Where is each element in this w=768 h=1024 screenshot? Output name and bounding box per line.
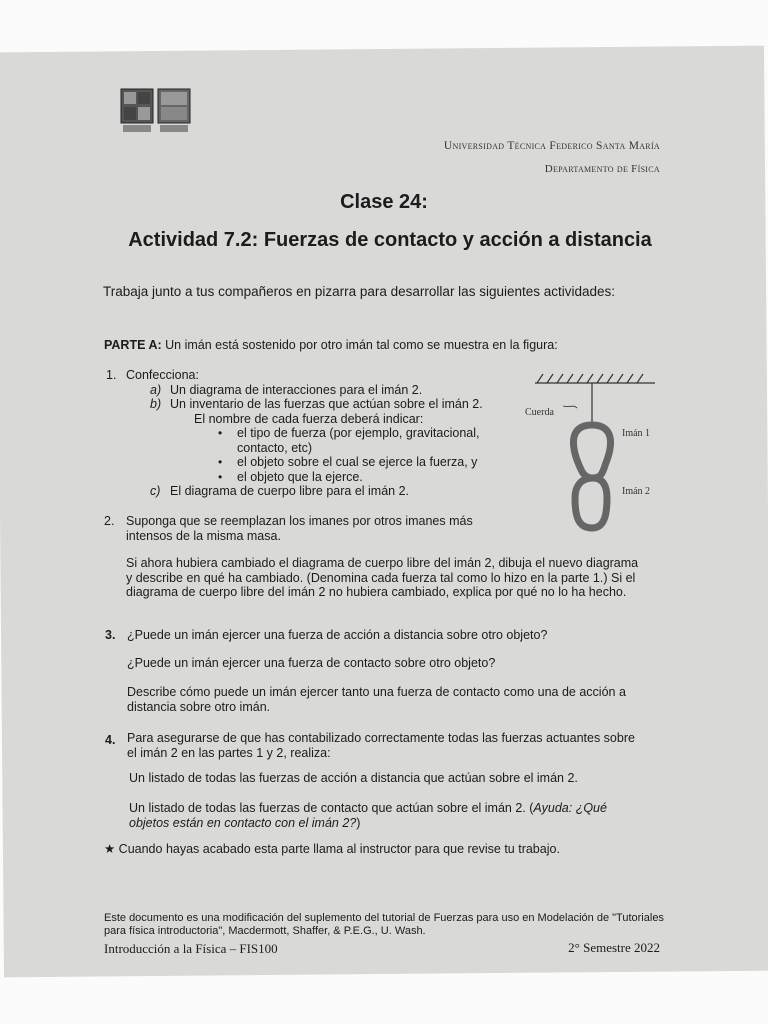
list-item: • el objeto sobre el cual se ejerce la fuerza, y	[237, 455, 507, 470]
department-name: Departamento de Física	[544, 163, 660, 175]
ceiling-hatch	[535, 374, 655, 383]
list-item: • el objeto que la ejerce.	[237, 470, 507, 485]
iman-1-label: Imán 1	[622, 428, 651, 439]
footer-semester: 2° Semestre 2022	[568, 940, 660, 955]
q3-p1: ¿Puede un imán ejercer una fuerza de acción a distancia sobre otro objeto?	[127, 628, 548, 642]
cuerda-label: Cuerda	[525, 407, 554, 418]
q1-item-b: b) Un inventario de las fuerzas que actúan sobre el imán 2.	[150, 397, 483, 411]
instructor-note: ★ Cuando hayas acabado esta parte llama al instructor para que revise tu trabajo.	[104, 842, 560, 856]
footer-credit: Este documento es una modificación del suplemento del tutorial de Fuerzas para uso en Modelación de "Tutoriales para física introductoria", Macdermott, Shaffer, & P.E.G., U. Wash.	[104, 912, 664, 937]
magnet-2	[575, 478, 607, 528]
iman-2-label: Imán 2	[622, 486, 651, 497]
magnet-1	[573, 425, 610, 478]
part-a-label: PARTE A:	[104, 338, 162, 352]
q3-p2: ¿Puede un imán ejercer una fuerza de contacto sobre otro objeto?	[127, 656, 496, 670]
q4-p2: Un listado de todas las fuerzas de acción a distancia que actúan sobre el imán 2.	[129, 771, 578, 785]
q3-p3: Describe cómo puede un imán ejercer tanto una fuerza de contacto como una de acción a distancia sobre otro imán.	[127, 685, 626, 714]
q3-number: 3.	[105, 628, 116, 642]
list-item: • el tipo de fuerza (por ejemplo, gravitacional, contacto, etc)	[237, 426, 507, 455]
activity-title: Actividad 7.2: Fuerzas de contacto y acción a distancia	[128, 229, 652, 251]
intro-text: Trabaja junto a tus compañeros en pizarra para desarrollar las siguientes actividades:	[103, 284, 616, 299]
q1-number: 1.	[106, 368, 117, 382]
footer-course: Introducción a la Física – FIS100	[104, 941, 278, 956]
q4-p3: Un listado de todas las fuerzas de contacto que actúan sobre el imán 2. (Ayuda: ¿Qué objetos están en contacto con el imán 2?)	[129, 801, 607, 830]
class-title: Clase 24:	[340, 191, 428, 213]
q1-bullet-list	[126, 426, 507, 484]
q4-number: 4.	[105, 733, 116, 747]
university-name: Universidad Técnica Federico Santa María	[443, 140, 660, 152]
q1-item-c: c) El diagrama de cuerpo libre para el imán 2.	[150, 484, 410, 498]
part-a-text: Un imán está sostenido por otro imán tal como se muestra en la figura:	[165, 338, 558, 352]
q2-p1: Suponga que se reemplazan los imanes por otros imanes más intensos de la misma masa.	[126, 514, 473, 543]
part-a-heading	[104, 338, 664, 353]
university-logo	[120, 88, 192, 134]
q2-p2: Si ahora hubiera cambiado el diagrama de cuerpo libre del imán 2, dibuja el nuevo diagrama y describe en qué ha cambiado. (Denomina cada fuerza tal como lo hizo en la parte 1.) Si el diagrama de cuerpo libre del imán 2 no hubiera cambiado, explica por qué no lo ha hecho.	[126, 556, 639, 599]
q1-item-a: a) Un diagrama de interacciones para el imán 2.	[150, 382, 423, 397]
q1-lead: Confecciona:	[126, 368, 199, 382]
q4-p1: Para asegurarse de que has contabilizado correctamente todas las fuerzas actuantes sobre el imán 2 en las partes 1 y 2, realiza:	[127, 731, 635, 760]
q2-number: 2.	[104, 514, 115, 528]
magnets-figure	[515, 368, 665, 538]
q1-b-sub: El nombre de cada fuerza deberá indicar:	[194, 411, 424, 426]
